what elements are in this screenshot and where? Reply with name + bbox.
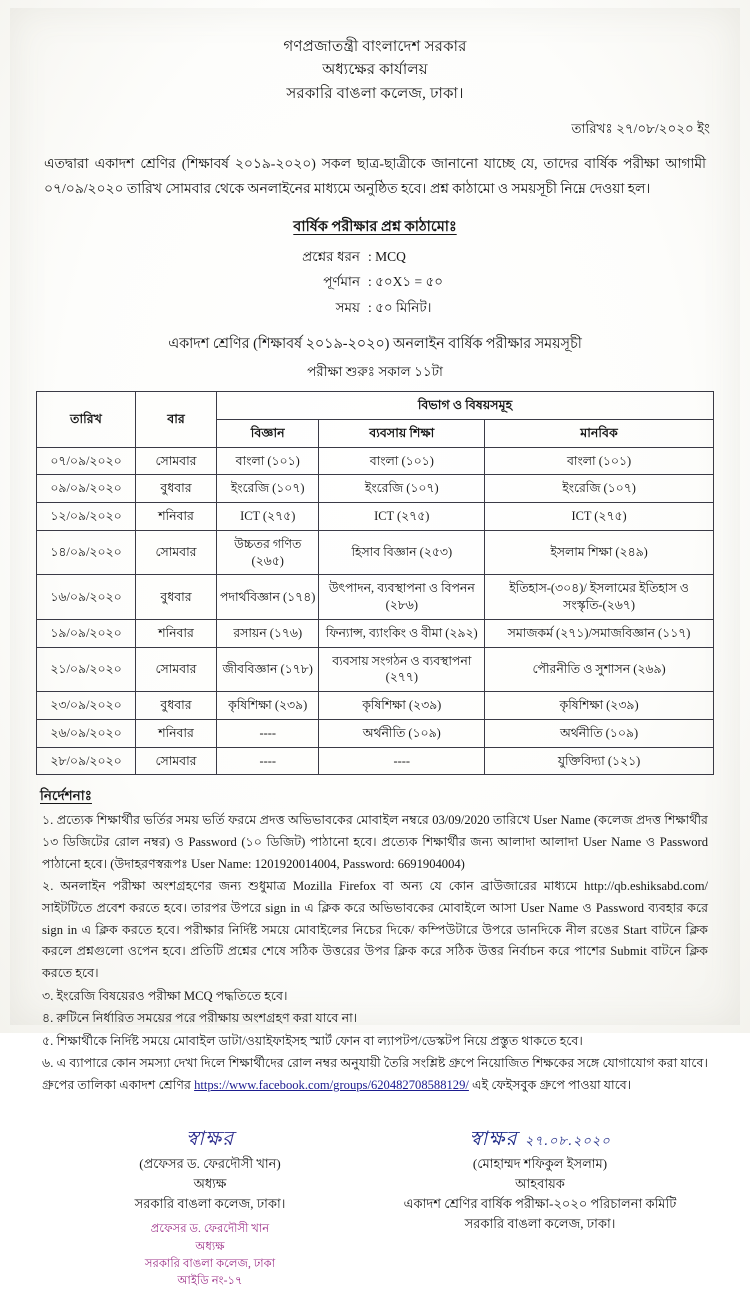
cell-humanities: বাংলা (১০১) xyxy=(485,447,714,475)
cell-day: সোমবার xyxy=(136,447,217,475)
convener-office: সরকারি বাঙলা কলেজ, ঢাকা। xyxy=(464,1216,616,1232)
structure-value: : ৫০ মিনিট। xyxy=(368,300,432,316)
exam-schedule-table xyxy=(36,391,714,776)
cell-humanities: সমাজকর্ম (২৭১)/সমাজবিজ্ঞান (১১৭) xyxy=(485,619,714,647)
cell-day: সোমবার xyxy=(136,647,217,691)
cell-humanities: ইসলাম শিক্ষা (২৪৯) xyxy=(485,530,714,574)
list-item: ৬. এ ব্যাপারে কোন সমস্যা দেখা দিলে শিক্ষার্থীদের রোল নম্বর অনুযায়ী তৈরি সংশ্লিষ্ট গ্রুপে নিয়োজিত শিক্ষকের সঙ্গে যোগাযোগ করা যাবে। গ্রুপের তালিকা একাদশ শ্রেণির https://www.facebook.com/groups/620482708588129/ এই ফেইসবুক গ্রুপে পাওয়া যাবে। xyxy=(42,1056,708,1093)
structure-key: পূর্ণমান xyxy=(323,274,360,290)
principal-office: সরকারি বাঙলা কলেজ, ঢাকা। xyxy=(134,1196,286,1212)
convener-committee: একাদশ শ্রেণির বার্ষিক পরীক্ষা-২০২০ পরিচালনা কমিটি xyxy=(403,1196,677,1212)
structure-row xyxy=(220,269,530,295)
question-structure-title: বার্ষিক পরীক্ষার প্রশ্ন কাঠামোঃ xyxy=(293,218,457,235)
schedule-start-time: পরীক্ষা শুরুঃ সকাল ১১টা xyxy=(307,363,443,379)
structure-value: : MCQ xyxy=(368,248,406,264)
cell-day: শনিবার xyxy=(136,503,217,531)
instructions-list xyxy=(42,810,708,1097)
cell-science: পদার্থবিজ্ঞান (১৭৪) xyxy=(217,575,319,619)
structure-value: : ৫০X১ = ৫০ xyxy=(368,274,444,290)
cell-business: অর্থনীতি (১০৯) xyxy=(319,719,485,747)
cell-humanities: ICT (২৭৫) xyxy=(485,503,714,531)
table-row xyxy=(37,447,714,475)
notice-body: এতদ্বারা একাদশ শ্রেণির (শিক্ষাবর্ষ ২০১৯-২০২০) সকল ছাত্র-ছাত্রীকে জানানো যাচ্ছে যে, তাদের বার্ষিক পরীক্ষা আগামী ০৭/০৯/২০২০ তারিখ সোমবার থেকে অনলাইনের মাধ্যমে অনুষ্ঠিত হবে। প্রশ্ন কাঠামো ও সময়সূচী নিম্নে দেওয়া হল। xyxy=(44,155,706,197)
table-row xyxy=(37,503,714,531)
table-row xyxy=(37,719,714,747)
cell-date: ২১/০৯/২০২০ xyxy=(37,647,136,691)
cell-humanities: অর্থনীতি (১০৯) xyxy=(485,719,714,747)
table-row xyxy=(37,475,714,503)
table-row xyxy=(37,692,714,720)
cell-business: ফিন্যান্স, ব্যাংকিং ও বীমা (২৯২) xyxy=(319,619,485,647)
cell-day: সোমবার xyxy=(136,530,217,574)
cell-humanities: পৌরনীতি ও সুশাসন (২৬৯) xyxy=(485,647,714,691)
cell-date: ০৭/০৯/২০২০ xyxy=(37,447,136,475)
schedule-title: একাদশ শ্রেণির (শিক্ষাবর্ষ ২০১৯-২০২০) অনলাইন বার্ষিক পরীক্ষার সময়সূচী xyxy=(168,335,582,352)
th-day: বার xyxy=(136,391,217,447)
cell-day: বুধবার xyxy=(136,575,217,619)
cell-day: বুধবার xyxy=(136,692,217,720)
list-item: ৫. শিক্ষার্থীকে নির্দিষ্ট সময়ে মোবাইল ডাটা/ওয়াইফাইসহ স্মার্ট ফোন বা ল্যাপটপ/ডেস্কটপ নিয়ে প্রস্তুত থাকতে হবে। xyxy=(42,1033,583,1048)
cell-humanities: কৃষিশিক্ষা (২৩৯) xyxy=(485,692,714,720)
office-name: অধ্যক্ষের কার্যালয় xyxy=(322,62,428,79)
cell-science: বাংলা (১০১) xyxy=(217,447,319,475)
cell-business: ইংরেজি (১০৭) xyxy=(319,475,485,503)
signature-text: স্বাক্ষর xyxy=(469,1125,518,1150)
stamp-line: অধ্যক্ষ xyxy=(195,1239,225,1253)
cell-business: ব্যবসায় সংগঠন ও ব্যবস্থাপনা (২৭৭) xyxy=(319,647,485,691)
cell-business: হিসাব বিজ্ঞান (২৫৩) xyxy=(319,530,485,574)
handwritten-signature: স্বাক্ষর xyxy=(185,1125,235,1150)
structure-row xyxy=(220,244,530,270)
cell-humanities: যুক্তিবিদ্যা (১২১) xyxy=(485,747,714,775)
cell-science: উচ্চতর গণিত (২৬৫) xyxy=(217,530,319,574)
govt-name: গণপ্রজাতন্ত্রী বাংলাদেশ সরকার xyxy=(283,39,467,55)
cell-date: ১২/০৯/২০২০ xyxy=(37,503,136,531)
cell-business: ---- xyxy=(319,747,485,775)
cell-day: শনিবার xyxy=(136,719,217,747)
cell-science: কৃষিশিক্ষা (২৩৯) xyxy=(217,692,319,720)
document-header xyxy=(26,36,724,106)
signature-date: ২৭.০৮.২০২০ xyxy=(524,1133,611,1149)
principal-stamp xyxy=(60,1220,360,1290)
table-row xyxy=(37,747,714,775)
cell-day: সোমবার xyxy=(136,747,217,775)
principal-name: (প্রফেসর ড. ফেরদৌসী খান) xyxy=(139,1155,281,1171)
institution-name: সরকারি বাঙলা কলেজ, ঢাকা। xyxy=(286,85,464,102)
list-item: ২. অনলাইন পরীক্ষা অংশগ্রহণের জন্য শুধুমাত্র Mozilla Firefox বা অন্য যে কোন ব্রাউজারের মাধ্যমে http://qb.eshiksabd.com/ সাইটটিতে প্রবেশ করতে হবে। তারপর উপরে sign in এ ক্লিক করে অভিভাবকের মোবাইলে আসা User Name ও Password ব্যবহার করে sign in এ ক্লিক করতে হবে। পরীক্ষার নির্দিষ্ট সময়ে মোবাইলের নিচের দিকে/ কম্পিউটারে উপরে ডানদিকে নীল রঙের Start বাটনে ক্লিক করলে প্রশ্নগুলো ওপেন হবে। প্রতিটি প্রশ্নের শেষে সঠিক উত্তরের উপর ক্লিক করে সঠিক উত্তর নির্বাচন করে পাশের Submit বাটনে ক্লিক করতে হবে। xyxy=(42,879,708,980)
th-science: বিজ্ঞান xyxy=(217,419,319,447)
principal-designation: অধ্যক্ষ xyxy=(193,1175,227,1191)
structure-key: প্রশ্নের ধরন xyxy=(302,248,360,264)
table-row xyxy=(37,575,714,619)
signature-area xyxy=(60,1123,690,1290)
cell-business: উৎপাদন, ব্যবস্থাপনা ও বিপনন (২৮৬) xyxy=(319,575,485,619)
cell-humanities: ইতিহাস-(৩০৪)/ ইসলামের ইতিহাস ও সংস্কৃতি-(২৬৭) xyxy=(485,575,714,619)
cell-date: ২৮/০৯/২০২০ xyxy=(37,747,136,775)
th-group: বিভাগ ও বিষয়সমূহ xyxy=(217,391,714,419)
th-business: ব্যবসায় শিক্ষা xyxy=(319,419,485,447)
issue-date: তারিখঃ ২৭/০৮/২০২০ ইং xyxy=(571,120,710,136)
cell-business: বাংলা (১০১) xyxy=(319,447,485,475)
instructions-title: নির্দেশনাঃ xyxy=(40,788,92,804)
cell-humanities: ইংরেজি (১০৭) xyxy=(485,475,714,503)
cell-science: ICT (২৭৫) xyxy=(217,503,319,531)
convener-designation: আহবায়ক xyxy=(515,1175,565,1191)
cell-date: ১৪/০৯/২০২০ xyxy=(37,530,136,574)
table-header-row xyxy=(37,391,714,419)
stamp-line: প্রফেসর ড. ফেরদৌসী খান xyxy=(150,1222,270,1236)
cell-business: ICT (২৭৫) xyxy=(319,503,485,531)
list-item: ৩. ইংরেজি বিষয়েরও পরীক্ষা MCQ পদ্ধতিতে হবে। xyxy=(42,988,288,1003)
table-row xyxy=(37,647,714,691)
cell-science: ---- xyxy=(217,719,319,747)
list-item: ১. প্রত্যেক শিক্ষার্থীর ভর্তির সময় ভর্তি ফরমে প্রদত্ত অভিভাবকের মোবাইল নম্বরে 03/09/2020 তারিখে User Name (কলেজ প্রদত্ত শিক্ষার্থীর ১৩ ডিজিটের রোল নম্বর) ও Password (১০ ডিজিট) পাঠানো হবে। প্রত্যেক শিক্ষার্থীর জন্য আলাদা আলাদা User Name ও Password পাঠানো হবে। (উদাহরণস্বরূপঃ User Name: 1201920014004, Password: 6691904004) xyxy=(42,813,708,871)
cell-date: ২৬/০৯/২০২০ xyxy=(37,719,136,747)
cell-science: ---- xyxy=(217,747,319,775)
facebook-group-link[interactable]: https://www.facebook.com/groups/620482708588129/ xyxy=(194,1078,469,1093)
cell-date: ১৯/০৯/২০২০ xyxy=(37,619,136,647)
cell-science: ইংরেজি (১০৭) xyxy=(217,475,319,503)
table-body xyxy=(37,447,714,775)
cell-date: ০৯/০৯/২০২০ xyxy=(37,475,136,503)
principal-signature-block xyxy=(60,1123,360,1290)
cell-business: কৃষিশিক্ষা (২৩৯) xyxy=(319,692,485,720)
cell-science: জীববিজ্ঞান (১৭৮) xyxy=(217,647,319,691)
th-humanities: মানবিক xyxy=(485,419,714,447)
question-structure-list xyxy=(220,244,530,321)
list-item: ৪. রুটিনে নির্ধারিত সময়ের পরে পরীক্ষায় অংশগ্রহণ করা যাবে না। xyxy=(42,1011,358,1026)
cell-day: বুধবার xyxy=(136,475,217,503)
structure-row xyxy=(220,295,530,321)
cell-day: শনিবার xyxy=(136,619,217,647)
convener-signature-block xyxy=(390,1123,690,1290)
structure-key: সময় xyxy=(335,300,360,316)
table-row xyxy=(37,530,714,574)
handwritten-signature xyxy=(390,1123,690,1153)
convener-name: (মোহাম্মদ শফিকুল ইসলাম) xyxy=(472,1155,608,1171)
table-row xyxy=(37,619,714,647)
cell-date: ২৩/০৯/২০২০ xyxy=(37,692,136,720)
stamp-line: সরকারি বাঙলা কলেজ, ঢাকা xyxy=(144,1256,276,1270)
cell-science: রসায়ন (১৭৬) xyxy=(217,619,319,647)
stamp-line: আইডি নং-১৭ xyxy=(177,1274,243,1288)
cell-date: ১৬/০৯/২০২০ xyxy=(37,575,136,619)
th-date: তারিখ xyxy=(37,391,136,447)
